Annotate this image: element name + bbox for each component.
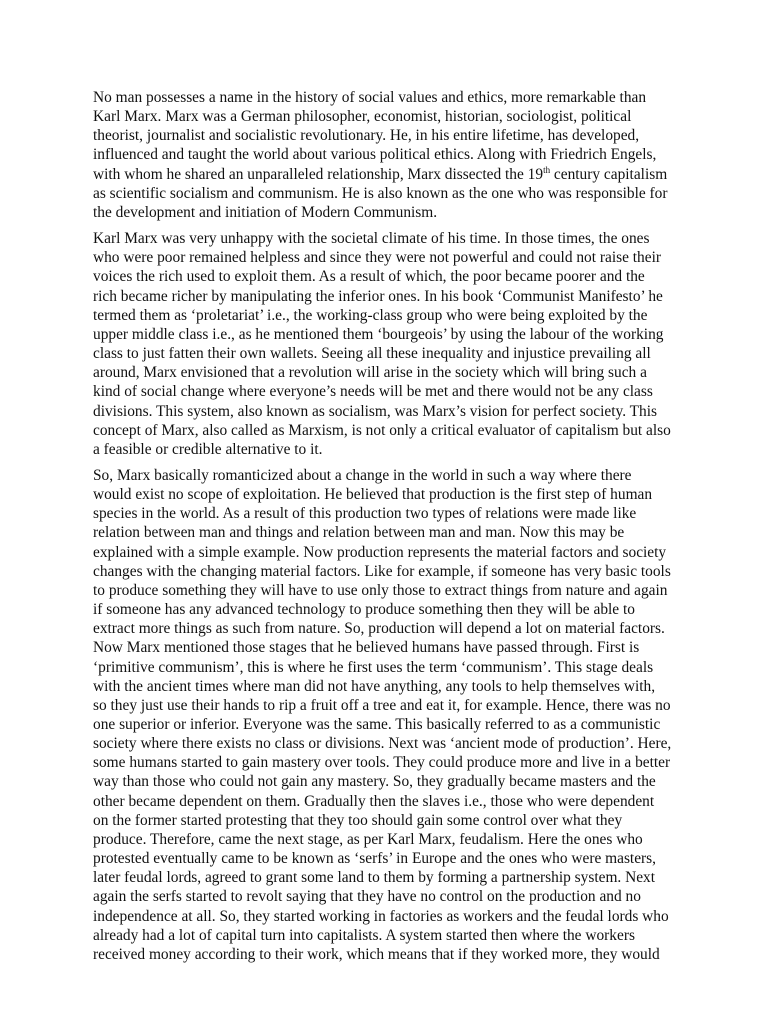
text-line: rich became richer by manipulating the inferior ones. In his book ‘Communist Manifesto’ he <box>93 287 663 305</box>
text-line: a feasible or credible alternative to it. <box>93 440 323 458</box>
text-line: again the serfs started to revolt saying that they have no control on the production and no <box>93 888 641 906</box>
text-line: class to just fatten their own wallets. Seeing all these inequality and injustice prevailing all <box>93 345 651 363</box>
text-line: kind of social change where everyone’s needs will be met and there would not be any class <box>93 383 653 401</box>
text-line: later feudal lords, agreed to grant some land to them by forming a partnership system. Next <box>93 869 656 887</box>
text-line: changes with the changing material factors. Like for example, if someone has very basic tools <box>93 562 671 580</box>
text-line: who were poor remained helpless and since they were not powerful and could not raise their <box>93 249 661 267</box>
text-line: theorist, journalist and socialistic revolutionary. He, in his entire lifetime, has developed, <box>93 127 640 145</box>
text-line: would exist no scope of exploitation. He believed that production is the first step of human <box>93 486 653 504</box>
text-line: voices the rich used to exploit them. As a result of which, the poor became poorer and the <box>93 268 645 286</box>
text-line: some humans started to gain mastery over tools. They could produce more and live in a better <box>93 754 671 772</box>
ordinal-superscript: th <box>543 164 551 175</box>
text-line: concept of Marx, also called as Marxism, is not only a critical evaluator of capitalism but also <box>93 421 671 439</box>
paragraph-2 <box>93 229 713 459</box>
text-line: to produce something they will have to use only those to extract things from nature and again <box>93 581 668 599</box>
text-line: with the ancient times where man did not have anything, any tools to help themselves with, <box>93 677 656 695</box>
text-line: so they just use their hands to rip a fruit off a tree and eat it, for example. Hence, there was no <box>93 696 671 714</box>
text-line: way than those who could not gain any mastery. So, they gradually became masters and the <box>93 773 656 791</box>
text-line-superscript: with whom he shared an unparalleled relationship, Marx dissected the 19th century capitalism <box>93 164 668 183</box>
text-line: Now Marx mentioned those stages that he believed humans have passed through. First is <box>93 639 640 657</box>
text-line: as scientific socialism and communism. He is also known as the one who was responsible for <box>93 184 668 202</box>
paragraph-3 <box>93 466 713 964</box>
text-line: upper middle class i.e., as he mentioned them ‘bourgeois’ by using the labour of the working <box>93 325 664 343</box>
text-line: already had a lot of capital turn into capitalists. A system started then where the workers <box>93 926 635 944</box>
text-line: So, Marx basically romanticized about a change in the world in such a way where there <box>93 466 632 484</box>
text-line: explained with a simple example. Now production represents the material factors and society <box>93 543 667 561</box>
text-line: independence at all. So, they started working in factories as workers and the feudal lords who <box>93 907 669 925</box>
document-page <box>93 88 713 971</box>
paragraph-1 <box>93 88 713 222</box>
text-line: other became dependent on them. Gradually then the slaves i.e., those who were dependent <box>93 792 655 810</box>
text-line: termed them as ‘proletariat’ i.e., the working-class group who were being exploited by the <box>93 306 648 324</box>
text-line: divisions. This system, also known as socialism, was Marx’s vision for perfect society. This <box>93 402 657 420</box>
text-line: society where there exists no class or divisions. Next was ‘ancient mode of production’. Here, <box>93 735 672 753</box>
text-line: Karl Marx. Marx was a German philosopher, economist, historian, sociologist, political <box>93 108 632 126</box>
text-line: Karl Marx was very unhappy with the societal climate of his time. In those times, the ones <box>93 230 650 248</box>
text-line: produce. Therefore, came the next stage, as per Karl Marx, feudalism. Here the ones who <box>93 830 643 848</box>
text-line: one superior or inferior. Everyone was the same. This basically referred to as a communistic <box>93 716 661 733</box>
text-line: No man possesses a name in the history of social values and ethics, more remarkable than <box>93 89 647 106</box>
text-line: on the former started protesting that they too should gain some control over what they <box>93 811 623 829</box>
text-line: received money according to their work, which means that if they worked more, they would <box>93 945 660 963</box>
text-line: species in the world. As a result of this production two types of relations were made like <box>93 505 637 523</box>
text-line: ‘primitive communism’, this is where he first uses the term ‘communism’. This stage deals <box>93 658 654 676</box>
text-line: influenced and taught the world about various political ethics. Along with Friedrich Engels, <box>93 146 657 164</box>
text-line: protested eventually came to be known as ‘serfs’ in Europe and the ones who were masters, <box>93 850 656 868</box>
text-line: extract more things as such from nature. So, production will depend a lot on material factors. <box>93 620 665 638</box>
text-line: if someone has any advanced technology to produce something then they will be able to <box>93 601 635 619</box>
text-line: relation between man and things and relation between man and man. Now this may be <box>93 524 625 542</box>
text-line: the development and initiation of Modern Communism. <box>93 203 438 221</box>
text-line: around, Marx envisioned that a revolution will arise in the society which will bring such a <box>93 364 647 382</box>
